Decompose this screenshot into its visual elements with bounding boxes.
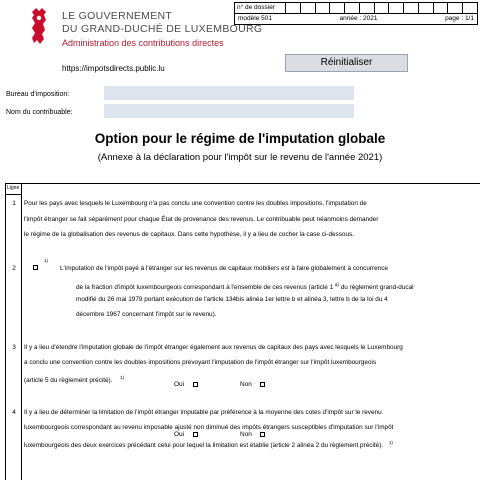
government-header bbox=[62, 10, 262, 50]
row-4-line3: luxembourgeois des deux exercices précédant celui pour lequel la limitation est établie (article 2 alinéa 2 du règlement précité). $^{1)}$ bbox=[24, 440, 393, 450]
bureau-label: Bureau d'imposition: bbox=[6, 91, 70, 98]
tax-year: année : 2021 bbox=[339, 15, 378, 22]
row-4-line1: Il y a lieu de déterminer la limitation de l'impôt étranger imputable par préférence à la moyenne des cotes d'impôt sur le revenu bbox=[24, 409, 382, 416]
row-2-line4: décembre 1967 concernant l'impôt sur le revenu). bbox=[76, 311, 217, 318]
row-2-note: 1) bbox=[44, 258, 49, 263]
oui-label: Oui bbox=[174, 431, 185, 438]
dossier-digit[interactable] bbox=[345, 3, 360, 13]
bureau-input[interactable] bbox=[104, 86, 354, 100]
gov-line1: LE GOUVERNEMENT bbox=[62, 10, 173, 22]
gov-line2: DU GRAND-DUCHÉ DE LUXEMBOURG bbox=[62, 23, 263, 35]
dossier-label: n° de dossier bbox=[235, 3, 286, 13]
nom-label: Nom du contribuable: bbox=[6, 109, 73, 116]
row-3-line1: Il y a lieu d'étendre l'imputation globale de l'impôt étranger également aux revenus de capitaux des pays avec lesquels le Luxembourg bbox=[24, 344, 403, 351]
row-3-line2: a conclu une convention contre les doubles impositions prévoyant l'imputation de l'impôt étranger sur l'impôt luxembourgeois bbox=[24, 359, 377, 366]
non-label: Non bbox=[240, 431, 252, 438]
dossier-digit[interactable] bbox=[330, 3, 345, 13]
row-number: 4 bbox=[12, 409, 16, 416]
row-2-line1: L'imputation de l'impôt payé à l'étranger sur les revenus de capitaux mobiliers est à faire globalement à concurrence bbox=[60, 265, 388, 272]
website-url: https://impotsdirects.public.lu bbox=[62, 64, 165, 73]
dossier-digit[interactable] bbox=[286, 3, 301, 13]
dossier-digit[interactable] bbox=[301, 3, 316, 13]
dossier-digit[interactable] bbox=[419, 3, 434, 13]
dossier-digit[interactable] bbox=[316, 3, 331, 13]
row-4-non-checkbox[interactable] bbox=[260, 432, 265, 437]
page-number: page : 1/1 bbox=[445, 15, 474, 22]
row-number: 3 bbox=[12, 344, 16, 351]
non-label: Non bbox=[240, 381, 252, 388]
row-2-line2: de la fraction d'impôt luxembourgeois correspondant à l'ensemble de ces revenus (article 1 $^{a)}$ du règlement grand-ducal bbox=[76, 282, 414, 292]
row-1-text: Pour les pays avec lesquels le Luxembourg n'a pas conclu une convention contre les doubles impositions, l'imputation de l'impôt étranger se fait séparément pour chaque État de provenance des revenus. Le contribuable peut néanmoins demander le régime de la globalisation des revenus de capitaux. Dans cette hypothèse, il y a lieu de cocher la case ci-dessous. bbox=[24, 200, 379, 238]
row-number: 2 bbox=[12, 265, 16, 272]
luxembourg-red-lion-icon bbox=[26, 6, 52, 46]
dossier-box bbox=[234, 2, 478, 25]
dossier-digit[interactable] bbox=[404, 3, 419, 13]
oui-label: Oui bbox=[174, 381, 185, 388]
option-table bbox=[5, 183, 480, 480]
modele-number: modèle 501 bbox=[238, 15, 272, 22]
administration-name: Administration des contributions directes bbox=[62, 38, 224, 48]
reset-button[interactable]: Réinitialiser bbox=[285, 54, 408, 72]
row-3-oui-checkbox[interactable] bbox=[193, 382, 198, 387]
dossier-digit[interactable] bbox=[360, 3, 375, 13]
dossier-digit[interactable] bbox=[389, 3, 404, 13]
dossier-digit[interactable] bbox=[463, 3, 477, 13]
row-4-oui-checkbox[interactable] bbox=[193, 432, 198, 437]
dossier-digit[interactable] bbox=[434, 3, 449, 13]
row-3-non-checkbox[interactable] bbox=[260, 382, 265, 387]
row-3-line3: (article 5 du règlement précité). $^{1)}$ bbox=[24, 375, 125, 385]
ligne-header: Ligne bbox=[7, 185, 20, 191]
dossier-digit[interactable] bbox=[375, 3, 390, 13]
dossier-digit[interactable] bbox=[448, 3, 463, 13]
page-title: Option pour le régime de l'imputation globale bbox=[94, 131, 386, 146]
page-subtitle: (Annexe à la déclaration pour l'impôt sur le revenu de l'année 2021) bbox=[97, 152, 383, 163]
row-4-line2: luxembourgeois correspondant au revenu imposable ajusté non diminué des impôts étrangers susceptibles d'imputation sur l'impôt bbox=[24, 424, 394, 431]
globalisation-checkbox[interactable] bbox=[33, 265, 38, 270]
nom-input[interactable] bbox=[104, 104, 354, 118]
row-number: 1 bbox=[12, 200, 16, 207]
row-2-line3: modifié du 26 mai 1979 portant exécution de l'article 134bis alinéa 1er lettre b et alinéa 3, lettre b de la loi du 4 bbox=[76, 296, 388, 303]
